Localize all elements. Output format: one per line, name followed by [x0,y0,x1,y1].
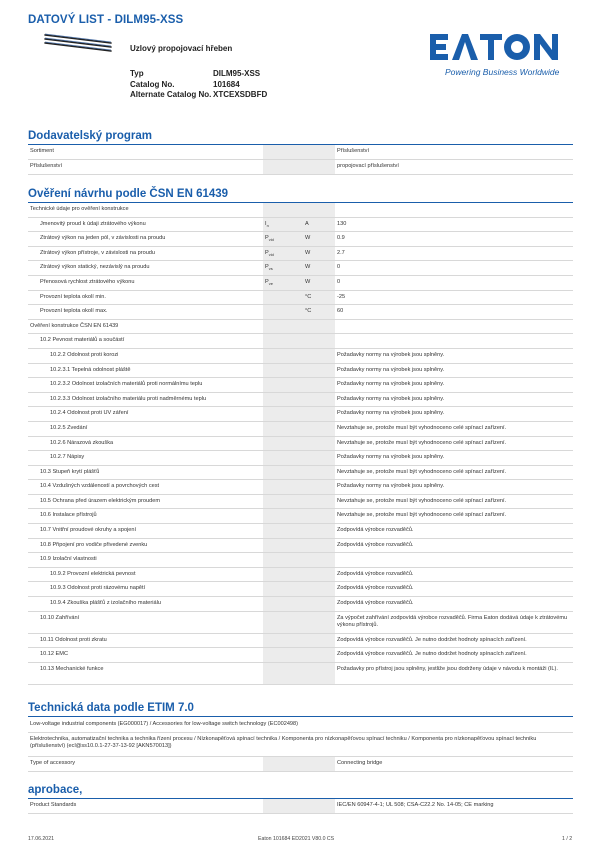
table-row [28,422,573,437]
unit-cell [303,495,335,509]
id-value: XTCEXSDBFD [213,90,268,99]
unit-cell [303,612,335,633]
symbol-cell [263,612,303,633]
row-label: 10.4 Vzdušných vzdáleností a povrchových cest [40,483,160,490]
table-row [28,663,573,685]
table-row [28,378,573,393]
row-label: 10.9.4 Zkouška plášťů z izolačního materiálu [50,600,161,607]
symbol-cell [263,524,303,538]
row-label: 10.2.7 Nápisy [50,454,85,461]
id-key: Alternate Catalog No. [130,90,212,99]
unit-cell [303,634,335,648]
table-row [28,597,573,612]
symbol-cell [263,305,303,319]
id-row-alternate [130,90,333,101]
row-value: Connecting bridge [337,760,383,766]
row-label: 10.8 Připojení pro vodiče přivedené zvenku [40,541,148,548]
symbol: P [265,278,269,285]
row-value: Požadavky normy na výrobek jsou splněny. [337,395,445,402]
row-value: Požadavky pro přístroj jsou splněny, jestliže jsou dodrženy údaje v návodu k montáži (IL). [337,665,558,672]
symbol: I [265,220,267,227]
row-label: Ověření konstrukce ČSN EN 61439 [30,322,119,329]
unit-cell [303,334,335,348]
table-row [28,612,573,634]
row-label: Product Standards [30,802,77,808]
unit-cell [303,524,335,538]
unit-cell: W [303,247,335,261]
row-value: Zodpovídá výrobce rozvaděčů. Je nutno dodržet hodnoty spínacích zařízení. [337,651,527,658]
section-title-etim: Technická data podle ETIM 7.0 [28,702,194,714]
row-label: Type of accessory [30,760,76,766]
row-value: Nevztahuje se, protože musí být vyhodnoceno celé spínací zařízení. [337,512,507,519]
row-label: 10.7 Vnitřní proudové okruhy a spojení [40,527,137,534]
row-label: 10.5 Ochrana před úrazem elektrickým proudem [40,497,161,504]
row-label: 10.9 Izolační vlastnosti [40,556,97,563]
row-value: Zodpovídá výrobce rozvaděčů. [337,541,414,548]
table-row [28,145,573,160]
section-title-supplier: Dodavatelský program [28,130,152,142]
symbol-cell [263,203,303,217]
empty-cell [263,160,335,174]
table-row [28,349,573,364]
table-row [28,634,573,649]
table-row [28,320,573,335]
symbol: P [265,235,269,242]
approvals-table [28,799,573,814]
row-value: Zodpovídá výrobce rozvaděčů. [337,585,414,592]
row-label: 10.3 Stupeň krytí plášťů [40,468,100,475]
row-value: Nevztahuje se, protože musí být vyhodnoceno celé spínací zařízení. [337,468,507,475]
etim-classification-path: Elektrotechnika, automatizační technika a technika řízení procesu / Nízkonapěťová spínací technika / Komponenta pro nízkonapěťovou spínací techniku / Komponenta pro nízkonapěťovou spínací techniku (příslušenství) (ecl@ss10.0.1-27-37-13-92 [AKN570013]) [30,736,537,749]
row-value: Požadavky normy na výrobek jsou splněny. [337,483,445,490]
unit-cell [303,553,335,567]
supplier-table [28,145,573,175]
table-row [28,553,573,568]
row-value: 0.9 [337,235,345,242]
table-row [28,648,573,663]
row-value: Zodpovídá výrobce rozvaděčů. [337,570,414,577]
table-row [28,276,573,291]
unit-cell [303,203,335,217]
unit-cell: W [303,276,335,290]
symbol-cell [263,509,303,523]
row-value: 0 [337,278,341,285]
table-row [28,291,573,306]
row-label: 10.10 Zahřívání [40,614,80,621]
unit-cell [303,393,335,407]
table-row [28,160,573,175]
symbol-cell [263,495,303,509]
footer-doc-id: Eaton 101684 ED2021 V80.0 CS [258,836,335,842]
product-id-table [130,69,333,101]
symbol-subscript: vs [268,266,273,272]
id-row-catalog [130,80,333,91]
table-row [28,509,573,524]
row-label: Provozní teplota okolí min. [40,293,106,300]
row-value: Požadavky normy na výrobek jsou splněny. [337,381,445,388]
row-value: Příslušenství [337,148,370,154]
unit-cell: °C [303,305,335,319]
row-value: Požadavky normy na výrobek jsou splněny. [337,366,445,373]
symbol-cell [263,364,303,378]
id-value: DILM95-XSS [213,69,261,78]
symbol-cell [263,232,303,246]
table-row [28,261,573,276]
symbol-cell [263,451,303,465]
row-label: Jmenovitý proud k údaji ztrátového výkonu [40,220,146,227]
row-value [335,203,573,217]
unit-cell: W [303,232,335,246]
row-value: Zodpovídá výrobce rozvaděčů. [337,527,414,534]
row-label: 10.2.4 Odolnost proti UV záření [50,410,129,417]
row-value [335,334,573,348]
unit-cell [303,509,335,523]
id-row-type [130,69,333,80]
table-row [28,218,573,233]
row-label: 10.2 Pevnost materiálů a součástí [40,337,125,344]
table-row [28,407,573,422]
row-label: 10.2.3.1 Tepelná odolnost pláště [50,366,131,373]
unit-cell: °C [303,291,335,305]
symbol-cell [263,553,303,567]
row-value: Zodpovídá výrobce rozvaděčů. Je nutno dodržet hodnoty spínacích zařízení. [337,636,527,643]
row-label: Sortiment [30,148,54,154]
unit-cell [303,663,335,684]
symbol-cell [263,539,303,553]
section-title-verification: Ověření návrhu podle ČSN EN 61439 [28,188,229,200]
row-value: Požadavky normy na výrobek jsou splněny. [337,351,445,358]
symbol-cell [263,422,303,436]
row-label: 10.2.2 Odolnost proti korozi [50,351,119,358]
table-row [28,582,573,597]
table-row [28,334,573,349]
row-label: 10.9.3 Odolnost proti rázovému napětí [50,585,146,592]
document-title: DATOVÝ LIST - DILM95-XSS [28,14,184,26]
row-value: 2.7 [337,249,345,256]
row-value: Za výpočet zahřívání zodpovídá výrobce rozvaděčů. Firma Eaton dodává údaje k ztrátovému výkonu přístrojů. [337,614,568,628]
row-label: Provozní teplota okolí max. [40,308,108,315]
row-value: propojovací příslušenství [337,163,399,169]
symbol-cell [263,597,303,611]
table-row [28,393,573,408]
symbol-cell [263,582,303,596]
symbol-cell [263,378,303,392]
unit-cell [303,349,335,363]
table-row [28,539,573,554]
symbol-cell [263,568,303,582]
logo-tagline: Powering Business Worldwide [445,67,560,77]
unit-cell [303,451,335,465]
unit-cell [303,364,335,378]
row-label: 10.2.3.3 Odolnost izolačního materiálu proti nadměrnému teplu [50,395,207,402]
row-value: -25 [337,293,346,300]
symbol-cell [263,218,303,232]
table-row [28,247,573,262]
empty-cell [263,757,335,771]
row-label: Příslušenství [30,163,63,169]
symbol-cell [263,334,303,348]
etim-table [28,717,573,772]
table-row [28,466,573,481]
id-value: 101684 [213,79,240,89]
row-value: Požadavky normy na výrobek jsou splněny. [337,410,445,417]
verification-table [28,203,573,685]
row-value: 60 [337,308,344,315]
unit-cell [303,466,335,480]
symbol-cell [263,320,303,334]
unit-cell [303,648,335,662]
symbol-cell [263,261,303,275]
row-label: 10.6 Instalace přístrojů [40,512,97,519]
table-row [28,232,573,247]
table-row [28,364,573,379]
symbol-cell [263,634,303,648]
table-row [28,203,573,218]
row-label: 10.13 Mechanické funkce [40,665,104,672]
row-label: Ztrátový výkon statický, nezávislý na proudu [40,264,150,271]
symbol-cell [263,276,303,290]
symbol-cell [263,480,303,494]
table-row [28,437,573,452]
row-label: Ztrátový výkon přístroje, v závislosti na proudu [40,249,156,256]
table-row [28,799,573,814]
row-label: 10.2.3.2 Odolnost izolačních materiálů proti normálnímu teplu [50,381,203,388]
empty-cell [263,145,335,159]
symbol: P [265,249,269,256]
row-value: Nevztahuje se, protože musí být vyhodnoceno celé spínací zařízení. [337,497,507,504]
unit-cell [303,480,335,494]
symbol-subscript: n [266,222,269,228]
unit-cell [303,597,335,611]
row-label: Přenosová rychlost ztrátového výkonu [40,278,135,285]
product-subtitle: Uzlový propojovací hřeben [130,44,233,53]
table-row [28,524,573,539]
product-image [42,30,114,56]
symbol-cell [263,247,303,261]
row-label: Technické údaje pro ověření konstrukce [30,206,129,212]
symbol: P [265,264,269,271]
table-row [28,451,573,466]
empty-cell [263,799,335,813]
section-title-approvals: aprobace, [28,784,83,796]
footer-page-number: 1 / 2 [562,836,573,842]
table-row [28,757,573,772]
row-value: 0 [337,264,341,271]
unit-cell [303,378,335,392]
table-row [28,568,573,583]
unit-cell [303,422,335,436]
table-row [28,733,573,757]
row-value: 130 [337,220,347,227]
row-label: 10.11 Odolnost proti zkratu [40,636,107,643]
unit-cell [303,437,335,451]
row-label: 10.2.5 Zvedání [50,424,88,431]
symbol-cell [263,393,303,407]
symbol-subscript: ve [268,281,273,287]
unit-cell [303,407,335,421]
row-value: Nevztahuje se, protože musí být vyhodnoceno celé spínací zařízení. [337,439,507,446]
symbol-subscript: vid [268,251,274,257]
row-label: 10.12 EMC [40,651,68,658]
table-row [28,495,573,510]
row-value: Nevztahuje se, protože musí být vyhodnoceno celé spínací zařízení. [337,424,507,431]
unit-cell: W [303,261,335,275]
symbol-cell [263,466,303,480]
etim-class: Low-voltage industrial components (EG000017) / Accessories for low-voltage switch technology (EC002498) [30,721,299,727]
symbol-cell [263,291,303,305]
symbol-cell [263,407,303,421]
unit-cell [303,582,335,596]
unit-cell [303,539,335,553]
row-value: IEC/EN 60947-4-1; UL 508; CSA-C22.2 No. 14-05; CE marking [337,802,494,808]
unit-cell [303,320,335,334]
table-row [28,717,573,733]
unit-cell [303,568,335,582]
table-row [28,305,573,320]
symbol-cell [263,349,303,363]
id-key: Catalog No. [130,79,175,89]
symbol-subscript: vid [268,237,274,243]
row-label: 10.2.6 Nárazová zkouška [50,439,114,446]
id-key: Typ [130,69,144,78]
symbol-cell [263,648,303,662]
row-value: Zodpovídá výrobce rozvaděčů. [337,600,414,607]
row-value [335,553,573,567]
unit-cell: A [303,218,335,232]
table-row [28,480,573,495]
footer-date: 17.06.2021 [28,836,54,842]
row-label: Ztrátový výkon na jeden pól, v závislosti na proudu [40,235,166,242]
row-label: 10.9.2 Provozní elektrická pevnost [50,570,136,577]
row-value: Požadavky normy na výrobek jsou splněny. [337,454,445,461]
symbol-cell [263,663,303,684]
row-value [335,320,573,334]
symbol-cell [263,437,303,451]
